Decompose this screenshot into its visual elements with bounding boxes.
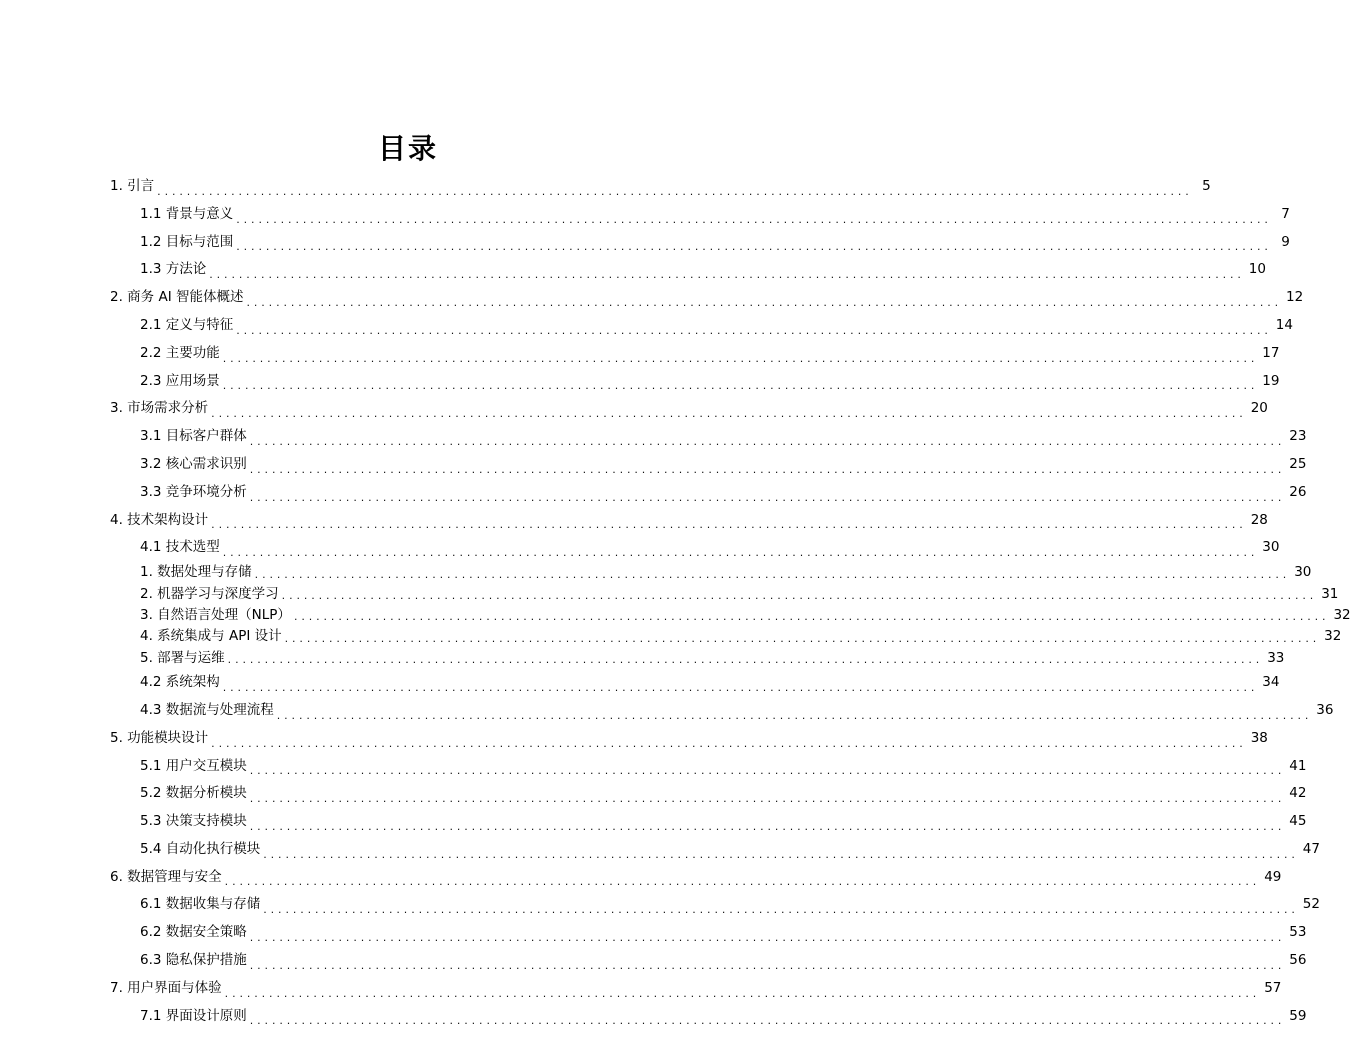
dot-leader: ............................................................................................................................................	[263, 847, 1299, 861]
dot-leader: ............................................................................................................................................	[222, 351, 1259, 365]
toc-list	[110, 173, 1351, 1030]
toc-entry-label: 6.2 数据安全策略	[140, 924, 247, 941]
toc-entry-label: 1. 引言	[110, 178, 155, 194]
toc-entry-label: 7.1 界面设计原则	[140, 1007, 247, 1024]
toc-entry-page-number: 10	[1248, 261, 1266, 278]
toc-entry-label: 7. 用户界面与体验	[110, 979, 222, 996]
toc-entry[interactable]	[110, 697, 1334, 725]
toc-entry-label: 4. 技术架构设计	[110, 511, 209, 528]
toc-entry-page-number: 14	[1275, 316, 1293, 333]
toc-entry[interactable]	[110, 780, 1307, 808]
toc-entry[interactable]	[110, 808, 1307, 836]
toc-entry-page-number: 23	[1289, 428, 1307, 445]
toc-entry-page-number: 28	[1250, 511, 1268, 528]
toc-entry[interactable]	[110, 919, 1307, 947]
toc-entry-page-number: 9	[1281, 233, 1290, 250]
toc-entry-label: 2. 机器学习与深度学习	[140, 585, 279, 602]
dot-leader: ............................................................................................................................................	[236, 212, 1272, 226]
toc-entry-label: 2.3 应用场景	[140, 372, 220, 389]
toc-entry-label: 1. 数据处理与存储	[140, 564, 252, 581]
dot-leader: ............................................................................................................................................	[222, 379, 1259, 393]
toc-entry-page-number: 59	[1289, 1007, 1307, 1024]
toc-entry[interactable]	[110, 284, 1304, 312]
toc-entry[interactable]	[110, 1003, 1307, 1031]
toc-entry[interactable]	[110, 201, 1290, 229]
toc-entry[interactable]	[110, 864, 1282, 892]
toc-entry-page-number: 32	[1324, 628, 1342, 645]
dot-leader: ............................................................................................................................................	[276, 708, 1313, 722]
toc-entry-label: 1.1 背景与意义	[140, 205, 234, 222]
toc-entry-page-number: 7	[1281, 205, 1290, 222]
toc-entry-label: 3.3 竞争环境分析	[140, 483, 247, 500]
dot-leader: ............................................................................................................................................	[254, 567, 1291, 581]
toc-entry-label: 1.2 目标与范围	[140, 233, 234, 250]
toc-entry-page-number: 33	[1267, 649, 1285, 666]
dot-leader: ............................................................................................................................................	[284, 631, 1321, 645]
toc-entry-page-number: 20	[1250, 400, 1268, 417]
toc-entry[interactable]	[110, 605, 1351, 626]
toc-entry-label: 6.1 数据收集与存储	[140, 896, 261, 913]
toc-entry-label: 3.1 目标客户群体	[140, 428, 247, 445]
dot-leader: ............................................................................................................................................	[224, 875, 1261, 889]
toc-entry-page-number: 53	[1289, 924, 1307, 941]
toc-entry-page-number: 36	[1316, 701, 1334, 718]
toc-entry-label: 5.1 用户交互模块	[140, 757, 247, 774]
toc-entry-page-number: 32	[1333, 606, 1351, 623]
toc-entry-page-number: 19	[1262, 372, 1280, 389]
toc-entry-page-number: 31	[1321, 585, 1339, 602]
toc-entry-label: 5. 功能模块设计	[110, 729, 209, 746]
dot-leader: ............................................................................................................................................	[211, 736, 1247, 750]
dot-leader: ............................................................................................................................................	[263, 903, 1299, 917]
toc-entry-page-number: 34	[1262, 674, 1280, 691]
toc-entry-page-number: 41	[1289, 757, 1307, 774]
toc-entry[interactable]	[110, 975, 1282, 1003]
dot-leader: ............................................................................................................................................	[249, 462, 1286, 476]
toc-entry[interactable]	[110, 836, 1320, 864]
toc-entry-label: 4.2 系统架构	[140, 674, 220, 691]
dot-leader: ............................................................................................................................................	[246, 295, 1283, 309]
toc-entry[interactable]	[110, 229, 1290, 257]
toc-entry-page-number: 47	[1302, 840, 1320, 857]
dot-leader: ............................................................................................................................................	[222, 680, 1259, 694]
toc-entry-label: 3. 市场需求分析	[110, 400, 209, 417]
toc-entry[interactable]	[110, 507, 1268, 535]
toc-entry[interactable]	[110, 340, 1280, 368]
toc-entry-page-number: 25	[1289, 455, 1307, 472]
toc-entry-label: 2. 商务 AI 智能体概述	[110, 289, 244, 306]
toc-title: 目录	[377, 132, 438, 165]
toc-entry-label: 5. 部署与运维	[140, 649, 225, 666]
toc-entry[interactable]	[110, 479, 1307, 507]
toc-entry-label: 5.2 数据分析模块	[140, 785, 247, 802]
dot-leader: ............................................................................................................................................	[157, 184, 1193, 198]
dot-leader: ............................................................................................................................................	[211, 518, 1247, 532]
dot-leader: ............................................................................................................................................	[224, 986, 1261, 1000]
toc-entry-label: 6.3 隐私保护措施	[140, 952, 247, 969]
toc-entry-label: 6. 数据管理与安全	[110, 868, 222, 885]
dot-leader: ............................................................................................................................................	[249, 1014, 1286, 1028]
toc-entry-label: 3. 自然语言处理（NLP）	[140, 606, 291, 623]
toc-entry-label: 3.2 核心需求识别	[140, 455, 247, 472]
dot-leader: ............................................................................................................................................	[236, 240, 1272, 254]
toc-entry-page-number: 57	[1264, 979, 1282, 996]
toc-entry-page-number: 38	[1250, 729, 1268, 746]
toc-entry-page-number: 49	[1264, 868, 1282, 885]
dot-leader: ............................................................................................................................................	[222, 546, 1259, 560]
toc-entry-page-number: 17	[1262, 344, 1280, 361]
dot-leader: ............................................................................................................................................	[211, 407, 1247, 421]
toc-entry[interactable]	[110, 256, 1266, 284]
toc-entry[interactable]	[110, 669, 1280, 697]
dot-leader: ............................................................................................................................................	[249, 764, 1286, 778]
toc-entry-page-number: 42	[1289, 785, 1307, 802]
toc-entry[interactable]	[110, 173, 1211, 201]
dot-leader: ............................................................................................................................................	[249, 931, 1286, 945]
dot-leader: ............................................................................................................................................	[249, 819, 1286, 833]
toc-entry[interactable]	[110, 648, 1285, 669]
dot-leader: ............................................................................................................................................	[249, 958, 1286, 972]
toc-entry-page-number: 26	[1289, 483, 1307, 500]
dot-leader: ............................................................................................................................................	[293, 610, 1330, 624]
dot-leader: ............................................................................................................................................	[281, 588, 1318, 602]
toc-entry-label: 4.1 技术选型	[140, 539, 220, 556]
toc-entry-page-number: 12	[1286, 289, 1304, 306]
toc-entry[interactable]	[110, 534, 1280, 562]
toc-entry[interactable]	[110, 891, 1320, 919]
toc-entry[interactable]	[110, 562, 1312, 583]
dot-leader: ............................................................................................................................................	[249, 490, 1286, 504]
toc-entry-page-number: 5	[1202, 178, 1211, 194]
toc-entry-page-number: 56	[1289, 952, 1307, 969]
toc-entry-label: 5.3 决策支持模块	[140, 813, 247, 830]
toc-entry-label: 1.3 方法论	[140, 261, 207, 278]
toc-entry-label: 4.3 数据流与处理流程	[140, 701, 274, 718]
toc-entry-label: 4. 系统集成与 API 设计	[140, 628, 282, 645]
toc-entry-page-number: 30	[1262, 539, 1280, 556]
toc-entry-label: 2.1 定义与特征	[140, 316, 234, 333]
dot-leader: ............................................................................................................................................	[236, 323, 1272, 337]
toc-entry[interactable]	[110, 947, 1307, 975]
dot-leader: ............................................................................................................................................	[209, 268, 1245, 282]
toc-entry-label: 5.4 自动化执行模块	[140, 840, 261, 857]
toc-entry-page-number: 45	[1289, 813, 1307, 830]
toc-entry-label: 2.2 主要功能	[140, 344, 220, 361]
toc-entry[interactable]	[110, 312, 1293, 340]
toc-entry[interactable]	[110, 725, 1268, 753]
toc-entry[interactable]	[110, 423, 1307, 451]
toc-entry[interactable]	[110, 395, 1268, 423]
toc-entry-page-number: 30	[1294, 564, 1312, 581]
toc-entry[interactable]	[110, 753, 1307, 781]
dot-leader: ............................................................................................................................................	[227, 653, 1264, 667]
toc-entry[interactable]	[110, 451, 1307, 479]
toc-entry-page-number: 52	[1302, 896, 1320, 913]
toc-entry[interactable]	[110, 368, 1280, 396]
toc-entry[interactable]	[110, 626, 1342, 647]
dot-leader: ............................................................................................................................................	[249, 434, 1286, 448]
toc-entry[interactable]	[110, 584, 1339, 605]
dot-leader: ............................................................................................................................................	[249, 792, 1286, 806]
